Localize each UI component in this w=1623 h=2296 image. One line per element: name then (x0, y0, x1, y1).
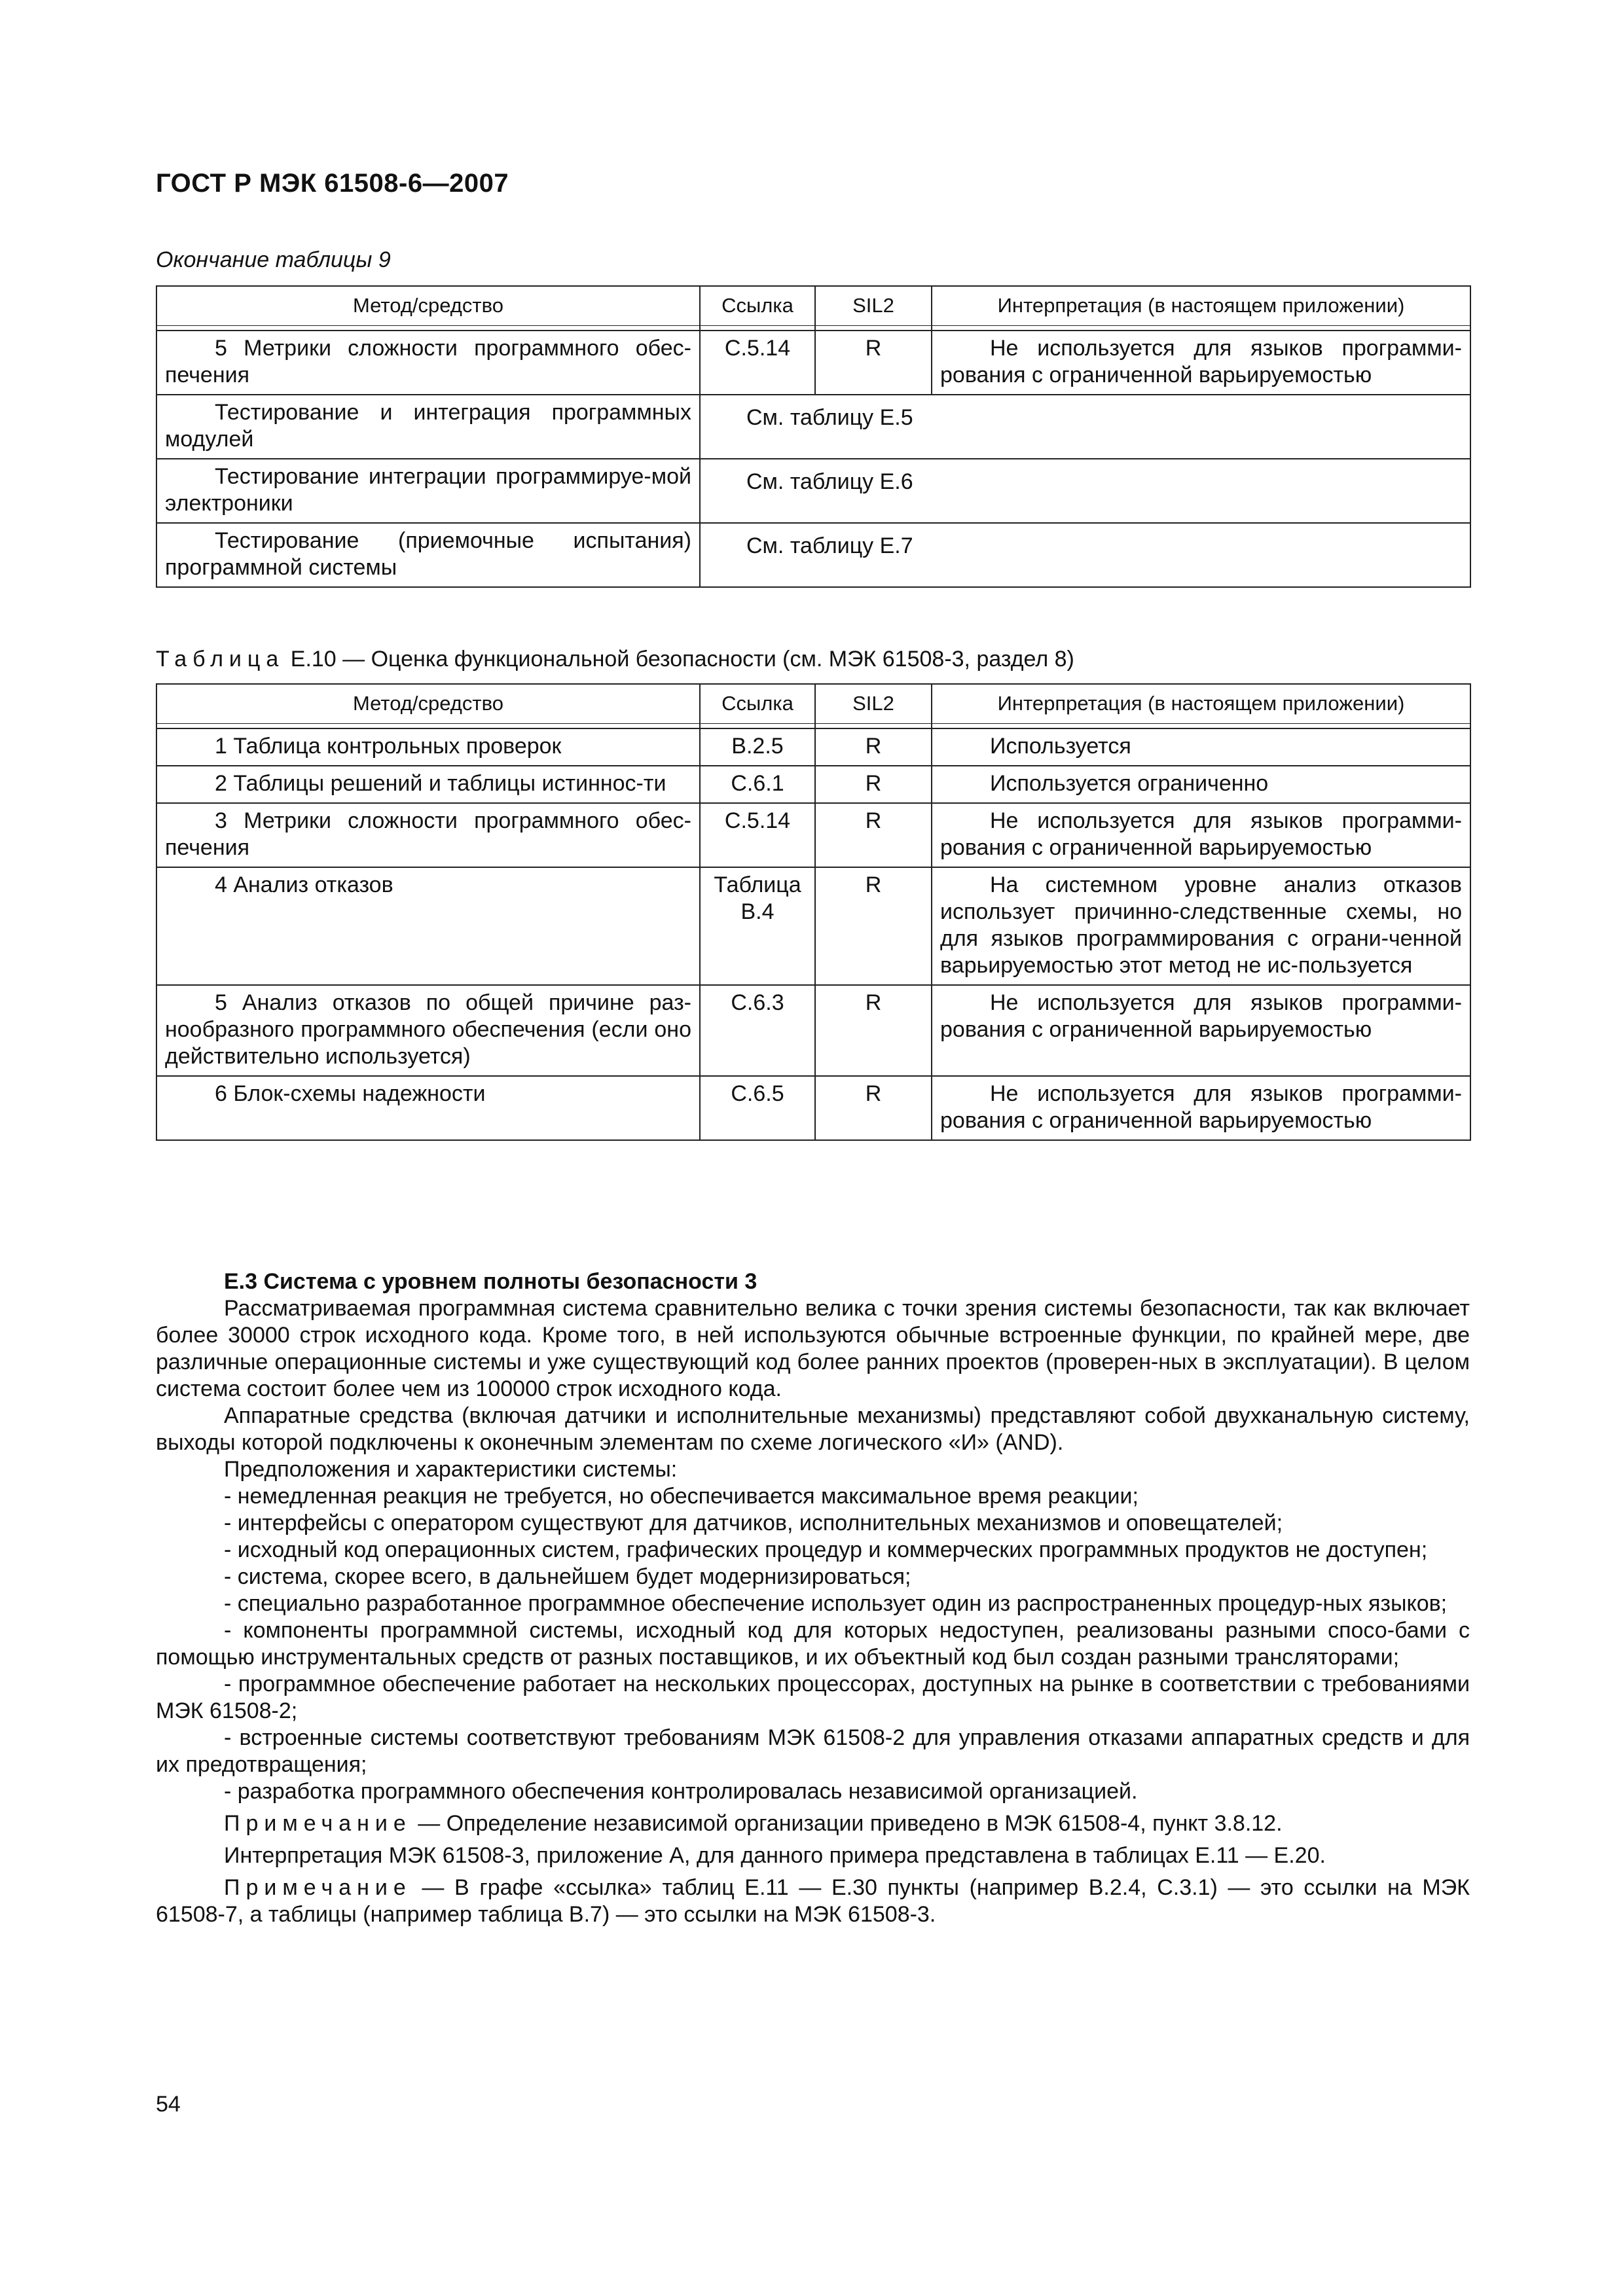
paragraph: Рассматриваемая программная система сравнительно велика с точки зрения системы безопасности, так как включает более 30000 строк исходного кода. Кроме того, в ней используются обычные встроенные функции, по крайней мере, две различные операционные системы и уже существующий код более ранних проектов (проверен-ных в эксплуатации). В целом система состоит более чем из 100000 строк исходного кода. (156, 1296, 1470, 1401)
page-number: 54 (156, 2092, 181, 2117)
cell-sil: R (815, 803, 932, 867)
list-item: - система, скорее всего, в дальнейшем будет модернизироваться; (224, 1564, 911, 1589)
cell-ref: C.6.1 (700, 766, 815, 803)
cell-ref: C.5.14 (700, 331, 815, 395)
cell-interp: Используется ограниченно (932, 766, 1470, 803)
paragraph: Аппаратные средства (включая датчики и исполнительные механизмы) представляют собой двухканальную систему, выходы которой подключены к оконечным элементам по схеме логического «И» (AND). (156, 1403, 1470, 1455)
table-row (156, 523, 1470, 587)
cell-ref: Таблица B.4 (700, 867, 815, 985)
col-header-sil: SIL2 (815, 684, 932, 724)
table9-caption: Окончание таблицы 9 (156, 247, 391, 272)
col-header-ref: Ссылка (700, 684, 815, 724)
list-item: - компоненты программной системы, исходный код для которых недоступен, реализованы разными спосо-бами с помощью инструментальных средств от разных поставщиков, и их объектный код был создан разными трансляторами; (156, 1618, 1470, 1670)
cell-method: Тестирование интеграции программируе-мой электроники (156, 459, 700, 523)
cell-method: 6 Блок-схемы надежности (156, 1076, 700, 1140)
cell-method: Тестирование (приемочные испытания) программной системы (156, 523, 700, 587)
note-text: — Определение независимой организации приведено в МЭК 61508-4, пункт 3.8.12. (418, 1811, 1283, 1836)
col-header-sil: SIL2 (815, 286, 932, 326)
cell-interp: Не используется для языков программи-рования с ограниченной варьируемостью (932, 985, 1470, 1076)
list-item: - программное обеспечение работает на нескольких процессорах, доступных на рынке в соответствии с требованиями МЭК 61508-2; (156, 1672, 1470, 1723)
cell-ref: C.6.3 (700, 985, 815, 1076)
section-e3 (156, 1268, 1470, 1928)
table9 (156, 285, 1471, 588)
cell-method: 2 Таблицы решений и таблицы истиннос-ти (156, 766, 700, 803)
cell-method: Тестирование и интеграция программных модулей (156, 395, 700, 459)
note-text: — В графе «ссылка» таблиц Е.11 — Е.30 пункты (например В.2.4, С.3.1) — это ссылки на МЭК 61508-7, а таблицы (например таблица В.7) — это ссылки на МЭК 61508-3. (156, 1875, 1470, 1927)
table10-caption-label: Таблица (156, 647, 285, 672)
note-1 (156, 1810, 1470, 1837)
cell-interp: Не используется для языков программи-рования с ограниченной варьируемостью (932, 1076, 1470, 1140)
paragraph: Предположения и характеристики системы: (224, 1457, 678, 1482)
cell-sil: R (815, 867, 932, 985)
col-header-method: Метод/средство (156, 684, 700, 724)
list-item: - интерфейсы с оператором существуют для датчиков, исполнительных механизмов и оповещателей; (224, 1511, 1283, 1535)
cell-ref: C.5.14 (700, 803, 815, 867)
col-header-interp: Интерпретация (в настоящем приложении) (932, 684, 1470, 724)
table-row (156, 395, 1470, 459)
cell-see-table: См. таблицу Е.7 (700, 523, 1470, 587)
table-header-row (156, 286, 1470, 326)
cell-method: 1 Таблица контрольных проверок (156, 728, 700, 766)
col-header-ref: Ссылка (700, 286, 815, 326)
cell-method: 5 Метрики сложности программного обес-печения (156, 331, 700, 395)
table-row (156, 867, 1470, 985)
cell-interp: Не используется для языков программи-рования с ограниченной варьируемостью (932, 803, 1470, 867)
list-item: - немедленная реакция не требуется, но обеспечивается максимальное время реакции; (224, 1484, 1139, 1509)
cell-sil: R (815, 1076, 932, 1140)
list-item: - встроенные системы соответствуют требованиям МЭК 61508-2 для управления отказами аппаратных средств и для их предотвращения; (156, 1725, 1470, 1777)
col-header-method: Метод/средство (156, 286, 700, 326)
table-row (156, 331, 1470, 395)
note-label: Примечание (224, 1811, 412, 1836)
note-2 (156, 1874, 1470, 1928)
cell-ref: B.2.5 (700, 728, 815, 766)
table-row (156, 766, 1470, 803)
cell-ref: C.6.5 (700, 1076, 815, 1140)
table-row (156, 803, 1470, 867)
interpretation-line: Интерпретация МЭК 61508-3, приложение А, для данного примера представлена в таблицах Е.11 — Е.20. (224, 1843, 1326, 1868)
cell-sil: R (815, 985, 932, 1076)
document-header: ГОСТ Р МЭК 61508-6—2007 (156, 169, 509, 198)
list-item: - разработка программного обеспечения контролировалась независимой организацией. (224, 1779, 1138, 1804)
cell-sil: R (815, 728, 932, 766)
table-row (156, 1076, 1470, 1140)
list-item: - исходный код операционных систем, графических процедур и коммерческих программных продуктов не доступен; (224, 1537, 1428, 1562)
cell-method: 5 Анализ отказов по общей причине раз-нообразного программного обеспечения (если оно действительно используется) (156, 985, 700, 1076)
table10 (156, 683, 1471, 1141)
cell-sil: R (815, 331, 932, 395)
note-label: Примечание (224, 1875, 412, 1900)
table-row (156, 728, 1470, 766)
col-header-interp: Интерпретация (в настоящем приложении) (932, 286, 1470, 326)
cell-see-table: См. таблицу Е.5 (700, 395, 1470, 459)
cell-method: 4 Анализ отказов (156, 867, 700, 985)
list-item: - специально разработанное программное обеспечение использует один из распространенных процедур-ных языков; (224, 1591, 1448, 1616)
cell-method: 3 Метрики сложности программного обес-печения (156, 803, 700, 867)
cell-sil: R (815, 766, 932, 803)
cell-see-table: См. таблицу Е.6 (700, 459, 1470, 523)
cell-interp: На системном уровне анализ отказов использует причинно-следственные схемы, но для языков программирования с ограни-ченной варьируемостью этот метод не ис-пользуется (932, 867, 1470, 985)
table10-caption-text: Е.10 — Оценка функциональной безопасности (см. МЭК 61508-3, раздел 8) (290, 647, 1074, 672)
cell-interp: Не используется для языков программи-рования с ограниченной варьируемостью (932, 331, 1470, 395)
cell-interp: Используется (932, 728, 1470, 766)
table-header-row (156, 684, 1470, 724)
header-divider (156, 326, 1470, 331)
table-row (156, 985, 1470, 1076)
header-divider (156, 724, 1470, 729)
table-row (156, 459, 1470, 523)
section-heading: Е.3 Система с уровнем полноты безопасности 3 (224, 1269, 757, 1294)
table10-caption (156, 647, 1074, 672)
